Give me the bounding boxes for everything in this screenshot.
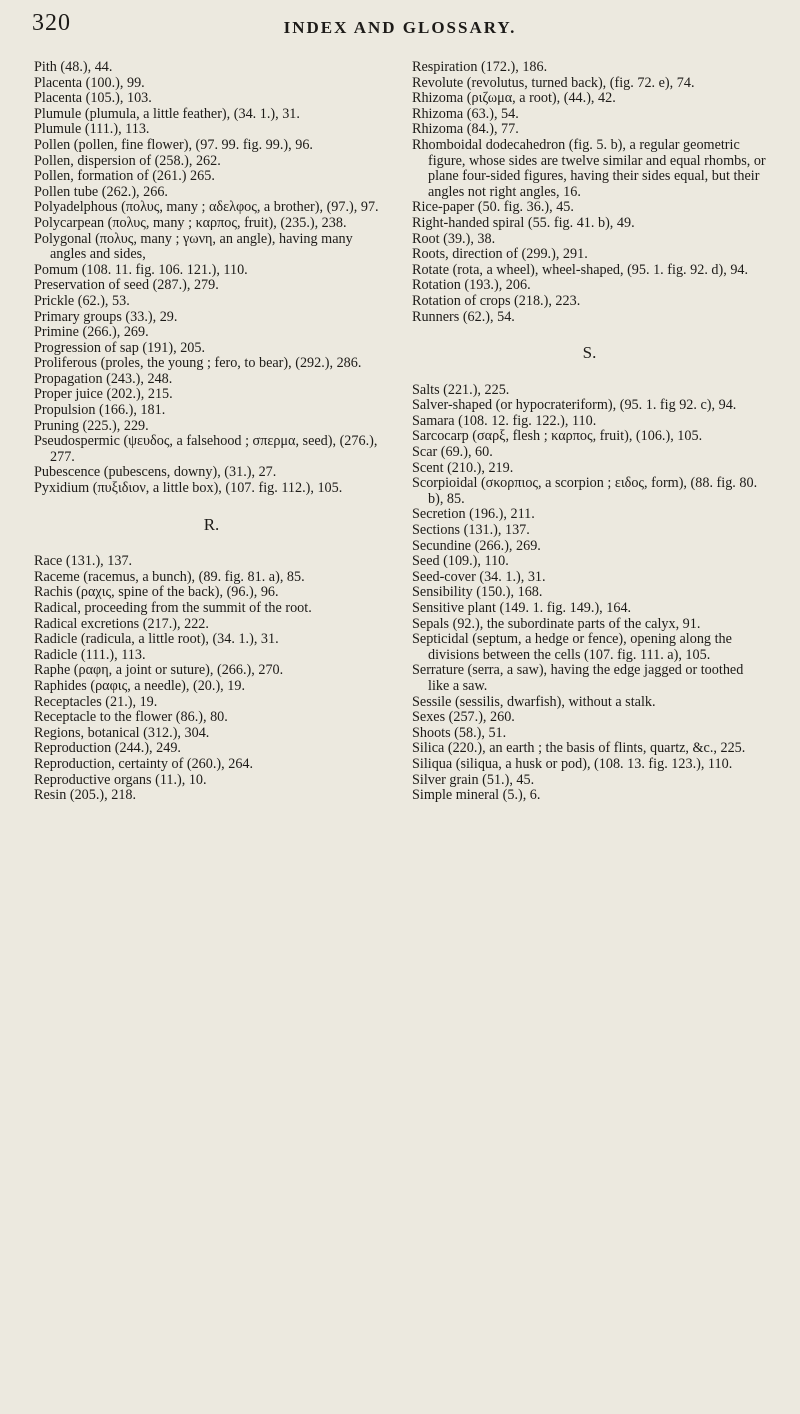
index-entry: Placenta (105.), 103. — [34, 90, 152, 107]
index-entry: Polygonal (πολυς, many ; γωνη, an angle), having many angles and sides, — [34, 230, 353, 263]
index-entry: Salts (221.), 225. — [412, 381, 510, 398]
index-entry: Pyxidium (πυξιδιον, a little box), (107. fig. 112.), 105. — [34, 480, 343, 497]
index-entry: Preservation of seed (287.), 279. — [34, 277, 219, 294]
index-entry: Sessile (sessilis, dwarfish), without a stalk. — [412, 693, 656, 710]
index-entry: Silica (220.), an earth ; the basis of flints, quartz, &c., 225. — [412, 740, 746, 757]
index-entry: Secundine (266.), 269. — [412, 537, 541, 554]
index-entry: Scar (69.), 60. — [412, 444, 493, 461]
index-entry: Pollen, formation of (261.) 265. — [34, 168, 215, 185]
index-entry: Reproductive organs (11.), 10. — [34, 771, 207, 788]
index-entry: Root (39.), 38. — [412, 230, 496, 247]
index-entry: Rhomboidal dodecahedron (fig. 5. b), a regular geometric figure, whose sides are twelve similar and equal rhombs, or plane four-sided figures, having their sides equal, but their angles not right angles, 16. — [412, 136, 766, 200]
left-column — [34, 60, 389, 804]
index-entry: Scent (210.), 219. — [412, 459, 514, 476]
index-entry: Primine (266.), 269. — [34, 324, 149, 341]
index-entry: Raceme (racemus, a bunch), (89. fig. 81. a), 85. — [34, 568, 305, 585]
index-entry: Respiration (172.), 186. — [412, 59, 548, 75]
index-entry: Race (131.), 137. — [34, 553, 133, 570]
index-entry: Scorpioidal (σκορπιος, a scorpion ; ειδος, form), (88. fig. 80. b), 85. — [412, 475, 758, 507]
index-entry: Serrature (serra, a saw), having the edge jagged or toothed like a saw. — [412, 662, 744, 694]
index-entry: Seed (109.), 110. — [412, 553, 509, 570]
index-entry: Resin (205.), 218. — [34, 787, 137, 804]
index-entry: Rotate (rota, a wheel), wheel-shaped, (95. 1. fig. 92. d), 94. — [412, 261, 749, 278]
page-number: 320 — [32, 10, 71, 36]
left-p-entries — [34, 60, 389, 497]
index-entry: Sepals (92.), the subordinate parts of the calyx, 91. — [412, 615, 701, 632]
index-entry: Raphides (ραφις, a needle), (20.), 19. — [34, 677, 245, 694]
running-head: INDEX AND GLOSSARY. — [283, 18, 517, 37]
index-entry: Plumule (111.), 113. — [34, 121, 150, 138]
index-entry: Polyadelphous (πολυς, many ; αδελφος, a brother), (97.), 97. — [34, 199, 379, 216]
index-entry: Propagation (243.), 248. — [34, 370, 173, 387]
index-entry: Prickle (62.), 53. — [34, 292, 130, 309]
index-entry: Pubescence (pubescens, downy), (31.), 27. — [34, 464, 277, 481]
index-entry: Simple mineral (5.), 6. — [412, 787, 541, 804]
index-entry: Rhizoma (63.), 54. — [412, 105, 519, 122]
index-entry: Rhizoma (84.), 77. — [412, 121, 519, 138]
index-entry: Shoots (58.), 51. — [412, 724, 507, 741]
index-entry: Proliferous (proles, the young ; fero, to bear), (292.), 286. — [34, 355, 362, 372]
index-entry: Rhizoma (ριζωμα, a root), (44.), 42. — [412, 90, 616, 107]
index-entry: Progression of sap (191), 205. — [34, 339, 206, 356]
left-r-entries — [34, 554, 389, 804]
index-entry: Polycarpean (πολυς, many ; καρπος, fruit), (235.), 238. — [34, 214, 347, 231]
index-entry: Reproduction, certainty of (260.), 264. — [34, 755, 254, 772]
index-entry: Pomum (108. 11. fig. 106. 121.), 110. — [34, 261, 248, 278]
index-entry: Siliqua (siliqua, a husk or pod), (108. 13. fig. 123.), 110. — [412, 755, 733, 772]
index-entry: Pollen, dispersion of (258.), 262. — [34, 152, 221, 169]
index-entry: Secretion (196.), 211. — [412, 506, 535, 523]
index-entry: Pruning (225.), 229. — [34, 417, 149, 434]
index-entry: Sections (131.), 137. — [412, 522, 530, 539]
index-entry: Primary groups (33.), 29. — [34, 308, 178, 325]
index-entry: Pollen tube (262.), 266. — [34, 183, 168, 200]
index-entry: Placenta (100.), 99. — [34, 74, 145, 91]
index-entry: Salver-shaped (or hypocrateriform), (95. 1. fig 92. c), 94. — [412, 397, 737, 414]
index-entry: Sexes (257.), 260. — [412, 709, 515, 726]
index-entry: Pseudospermic (ψευδος, a falsehood ; σπερμα, seed), (276.), 277. — [34, 433, 378, 465]
index-entry: Plumule (plumula, a little feather), (34. 1.), 31. — [34, 105, 300, 122]
index-entry: Pith (48.), 44. — [34, 59, 113, 75]
index-entry: Regions, botanical (312.), 304. — [34, 724, 210, 741]
index-entry: Septicidal (septum, a hedge or fence), opening along the divisions between the cells (107. fig. 111. a), 105. — [412, 631, 732, 663]
right-s-entries — [412, 383, 767, 804]
index-entry: Runners (62.), 54. — [412, 308, 515, 325]
section-letter-r: R. — [203, 514, 220, 534]
index-entry: Proper juice (202.), 215. — [34, 386, 173, 403]
index-entry: Revolute (revolutus, turned back), (fig. 72. e), 74. — [412, 74, 695, 91]
index-entry: Rice-paper (50. fig. 36.), 45. — [412, 199, 574, 216]
index-entry: Radical excretions (217.), 222. — [34, 615, 209, 632]
index-entry: Seed-cover (34. 1.), 31. — [412, 568, 546, 585]
index-entry: Radicle (111.), 113. — [34, 646, 146, 663]
index-entry: Sarcocarp (σαρξ, flesh ; καρπος, fruit), (106.), 105. — [412, 428, 703, 445]
index-entry: Samara (108. 12. fig. 122.), 110. — [412, 412, 597, 429]
index-entry: Sensitive plant (149. 1. fig. 149.), 164. — [412, 600, 632, 616]
index-entry: Rachis (ραχις, spine of the back), (96.), 96. — [34, 584, 279, 601]
index-entry: Receptacles (21.), 19. — [34, 693, 158, 710]
right-column — [412, 60, 767, 804]
index-entry: Silver grain (51.), 45. — [412, 771, 535, 788]
section-letter-s: S. — [582, 343, 597, 363]
index-entry: Right-handed spiral (55. fig. 41. b), 49. — [412, 214, 635, 231]
index-entry: Rotation of crops (218.), 223. — [412, 292, 581, 309]
index-entry: Roots, direction of (299.), 291. — [412, 246, 588, 263]
index-entry: Rotation (193.), 206. — [412, 277, 531, 294]
index-entry: Propulsion (166.), 181. — [34, 402, 166, 419]
index-entry: Pollen (pollen, fine flower), (97. 99. fig. 99.), 96. — [34, 136, 313, 153]
index-entry: Receptacle to the flower (86.), 80. — [34, 709, 228, 726]
index-entry: Radicle (radicula, a little root), (34. 1.), 31. — [34, 631, 279, 648]
index-entry: Sensibility (150.), 168. — [412, 584, 543, 601]
index-entry: Reproduction (244.), 249. — [34, 740, 181, 757]
right-r-entries — [412, 60, 767, 325]
index-entry: Raphe (ραφη, a joint or suture), (266.), 270. — [34, 662, 284, 679]
index-entry: Radical, proceeding from the summit of the root. — [34, 600, 312, 616]
